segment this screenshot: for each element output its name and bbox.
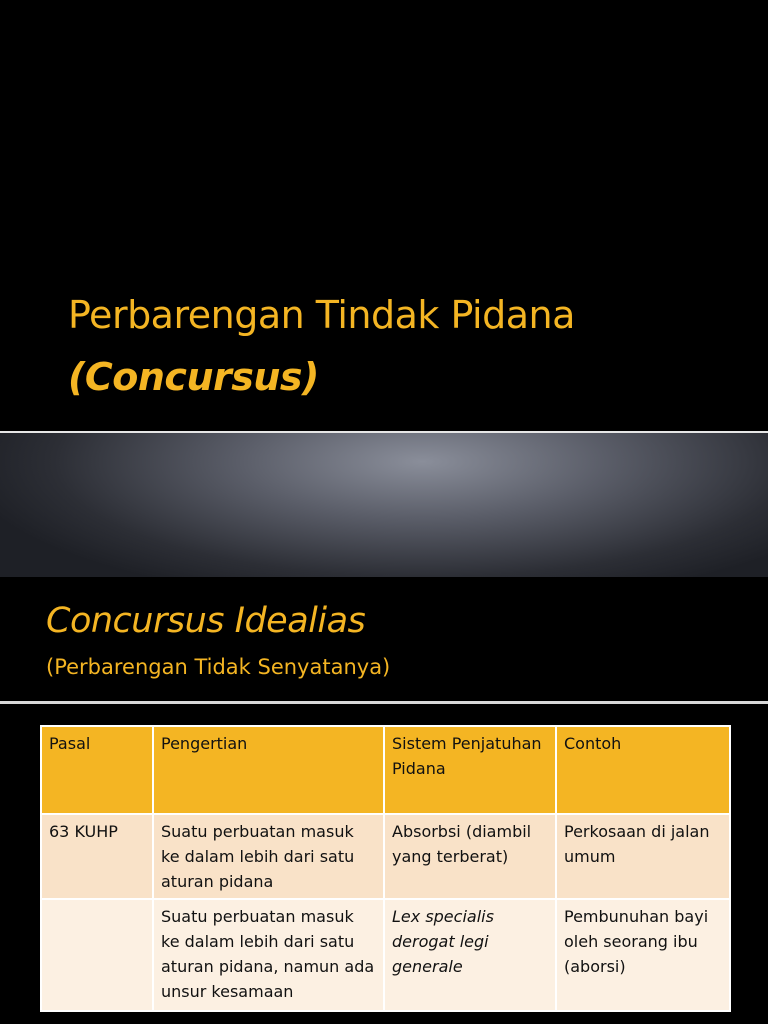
cell-contoh: Pembunuhan bayi oleh seorang ibu (aborsi) xyxy=(556,899,730,1011)
title-slide xyxy=(0,0,768,432)
cell-sistem: Lex specialis derogat legi generale xyxy=(384,899,556,1011)
cell-contoh: Perkosaan di jalan umum xyxy=(556,814,730,899)
table-row xyxy=(41,814,730,899)
cell-pengertian: Suatu perbuatan masuk ke dalam lebih dari satu aturan pidana, namun ada unsur kesamaan xyxy=(153,899,384,1011)
slide-title: Perbarengan Tindak Pidana xyxy=(68,293,575,337)
cell-sistem: Absorbsi (diambil yang terberat) xyxy=(384,814,556,899)
cell-pengertian: Suatu perbuatan masuk ke dalam lebih dari satu aturan pidana xyxy=(153,814,384,899)
section-title: Concursus Idealias xyxy=(46,601,366,641)
header-contoh: Contoh xyxy=(556,726,730,814)
header-sistem: Sistem Penjatuhan Pidana xyxy=(384,726,556,814)
concursus-table xyxy=(40,725,731,1012)
gradient-band xyxy=(0,433,768,577)
table-row xyxy=(41,899,730,1011)
header-pengertian: Pengertian xyxy=(153,726,384,814)
title-rule xyxy=(0,701,768,704)
section-subtitle: (Perbarengan Tidak Senyatanya) xyxy=(46,655,391,679)
cell-pasal: 63 KUHP xyxy=(41,814,153,899)
header-pasal: Pasal xyxy=(41,726,153,814)
cell-pasal xyxy=(41,899,153,1011)
content-slide xyxy=(0,577,768,1024)
slide-title-parenthetical: (Concursus) xyxy=(68,355,319,399)
table-header-row xyxy=(41,726,730,814)
